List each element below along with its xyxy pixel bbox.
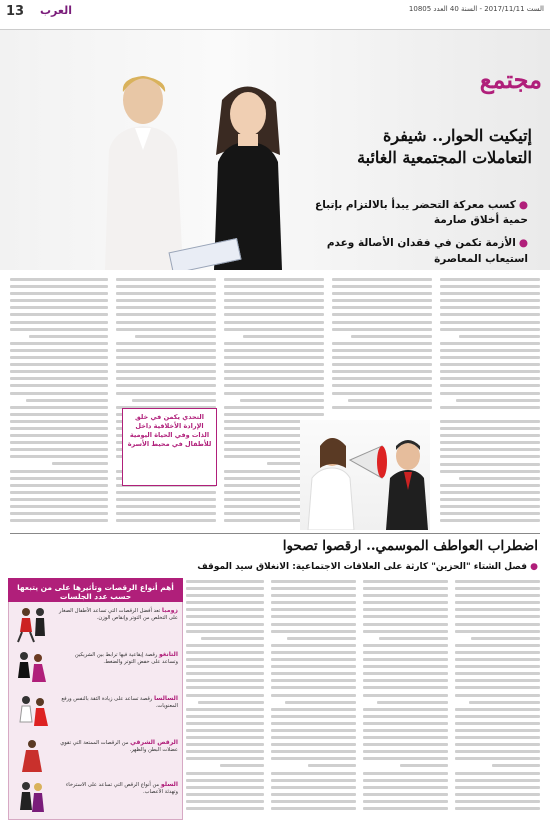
bullet-item: ●الأزمة تكمن في فقدان الأصالة وعدم استيعاب المعاصرة (326, 237, 528, 265)
headline-line-2: التعاملات المجتمعية الغائبة (357, 148, 532, 168)
article-body-column (332, 278, 432, 413)
dateline: الست 2017/11/11 - السنة 40 العدد 10805 (408, 5, 544, 13)
businessman-figure (95, 70, 190, 270)
headline-bullets (308, 198, 528, 270)
bullet-dot-icon: ● (518, 199, 528, 211)
hero-photo (0, 30, 550, 270)
bullet-dot-icon: ● (527, 562, 538, 572)
dancer-icon (12, 738, 52, 776)
sidebar-item: السالسا رقصة تساعد على زيادة الثقة بالنفس ورفع المعنويات. (61, 695, 178, 709)
article2-body-column (363, 580, 448, 820)
page-header (0, 0, 550, 30)
article2-subheadline: ● فصل الشتاء "الحزين" كارثة على العلاقات الاجتماعية: الانغلاق سيد الموقف (197, 562, 538, 572)
masthead-logo: العرب (40, 4, 73, 17)
sidebar-title: أهم أنواع الرقصات وتأثيرها على من يتبعها حسب عدد الجلسات (8, 578, 183, 602)
sidebar-item: زومبا تعد أفضل الرقصات التي تساعد الأطفال الصغار على التخلص من التوتر وإنقاص الوزن. (59, 607, 178, 621)
article2-body-column (455, 580, 540, 820)
section-divider (10, 533, 540, 534)
dancer-icon (12, 606, 52, 644)
article-body-column (116, 278, 216, 528)
dancer-icon (12, 650, 52, 688)
headline-line-1: إتيكيت الحوار.. شيفرة (382, 126, 532, 145)
dancer-icon (12, 694, 52, 732)
article2-body-column (186, 580, 264, 820)
megaphone-argument-photo (300, 420, 430, 530)
sidebar-item: الرقص الشرقي من الرقصات الممتعة التي تقوي عضلات البطن والظهر. (60, 739, 178, 753)
sidebar-item: التانغو رقصة إيقاعية فيها ترابط بين الشريكين وتساعد على خفض التوتر والضغط. (74, 651, 178, 665)
page-number: 13 (6, 4, 25, 19)
bullet-dot-icon: ● (518, 237, 528, 250)
article2-headline: اضطراب العواطف الموسمي.. ارقصوا تصحوا (282, 538, 538, 554)
article-body-column (10, 278, 108, 528)
article-body-column (440, 420, 540, 528)
businesswoman-figure (200, 80, 295, 270)
article-body-column (440, 278, 540, 413)
dancer-icon (12, 780, 52, 818)
pull-quote: التحدي يكمن في خلق الإرادة الأخلاقية داخل الذات وفي الحياة اليومية للأطفال في محيط الأسرة (122, 408, 217, 486)
article-headline (282, 125, 532, 170)
article2-body-column (271, 580, 356, 820)
sidebar-item: السلو من أنواع الرقص التي تساعد على الاسترخاء وتهدئة الأعصاب. (65, 781, 178, 795)
bullet-item: ●كسب معركة التحضر يبدأ بالالتزام بإتباع حمية أخلاق صارمة (315, 199, 528, 227)
section-title: مجتمع (479, 65, 542, 94)
